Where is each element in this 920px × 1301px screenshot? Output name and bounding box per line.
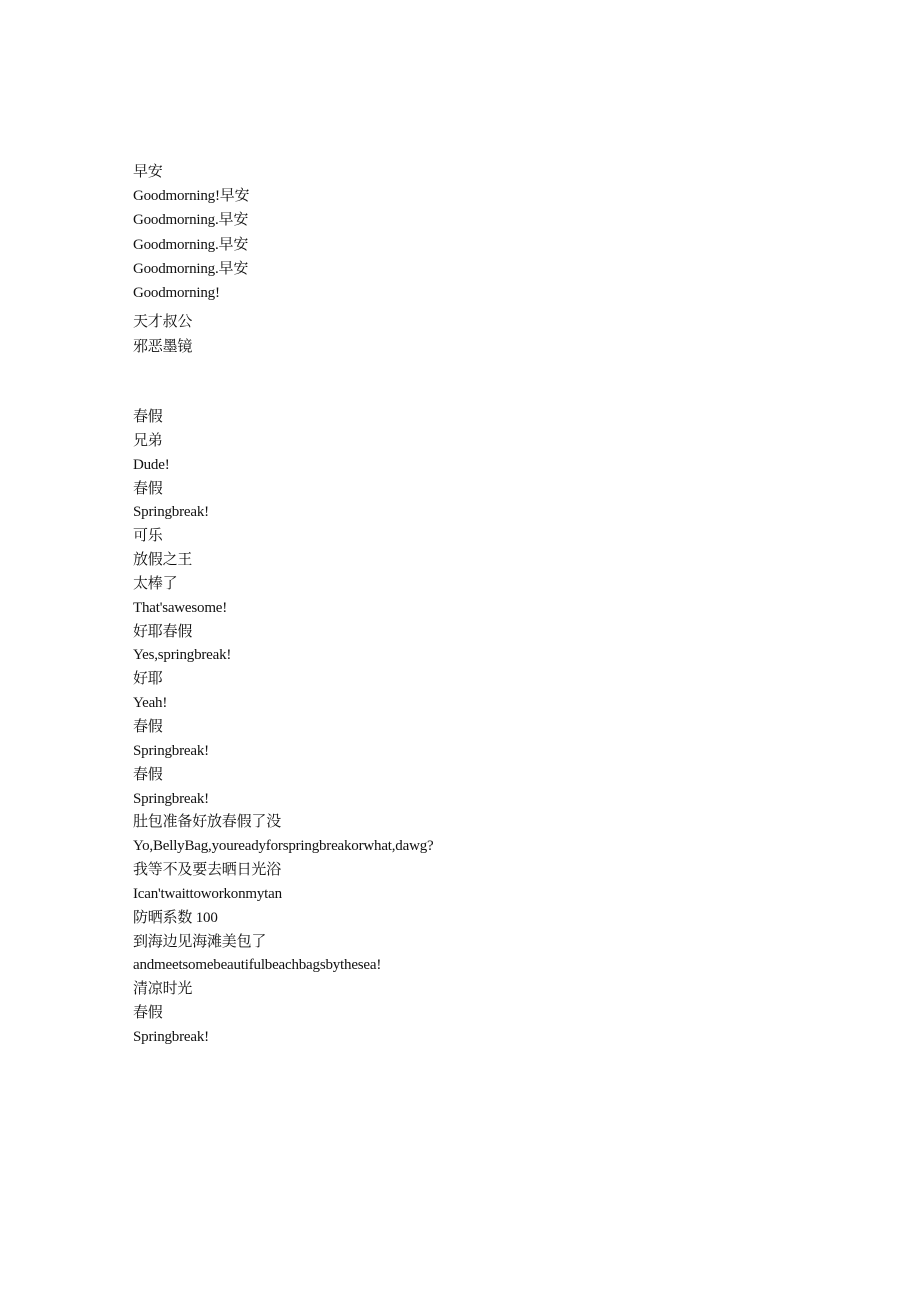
text-line: Springbreak! [133,1028,209,1045]
text-line: That'sawesome! [133,599,228,616]
text-line: 春假 [133,1005,163,1022]
text-line: 放假之王 [133,552,193,569]
text-line: 天才叔公 [133,314,193,330]
text-line: andmeetsomebeautifulbeachbagsbythesea! [133,957,382,974]
text-line: 防晒系数 100 [133,909,218,926]
text-line: Goodmorning!早安 [133,188,250,205]
text-line: Yes,springbreak! [133,647,232,664]
text-line: 到海边见海滩美包了 [133,933,267,950]
text-line: 好耶春假 [133,623,193,640]
greeting-block [133,160,249,305]
text-line: Goodmorning.早安 [133,236,249,253]
title-block [133,310,192,359]
text-line: Goodmorning.早安 [133,260,249,277]
text-line: Dude! [133,456,170,473]
text-line: 邪恶墨镜 [133,338,193,355]
text-line: 太棒了 [133,575,178,592]
song-lyrics-block [133,406,433,1050]
text-line: 春假 [133,718,163,735]
text-line: Springbreak! [133,742,209,759]
text-line: 早安 [133,164,163,180]
text-line: 好耶 [133,671,163,688]
text-line: Ican'twaittoworkonmytan [133,885,282,902]
text-line: Yo,BellyBag,youreadyforspringbreakorwhat,dawg? [133,838,434,855]
text-line: 春假 [133,409,163,425]
text-line: Goodmorning! [133,284,220,301]
text-line: 可乐 [133,528,163,545]
text-line: 清凉时光 [133,981,193,998]
text-line: 我等不及要去晒日光浴 [133,862,282,879]
text-line: 春假 [133,766,163,783]
text-line: Springbreak! [133,790,209,807]
text-line: 兄弟 [133,432,163,449]
text-line: Springbreak! [133,504,209,521]
text-line: Goodmorning.早安 [133,212,249,229]
text-line: Yeah! [133,695,168,712]
text-line: 春假 [133,480,163,497]
text-line: 肚包准备好放春假了没 [133,814,282,831]
